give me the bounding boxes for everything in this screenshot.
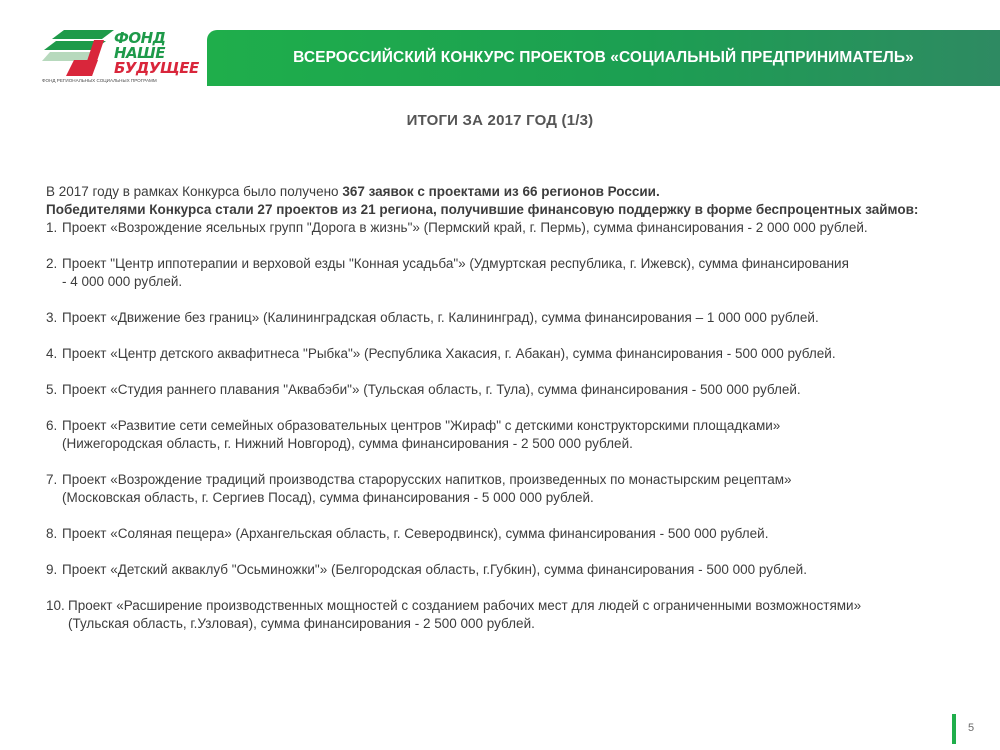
project-text-line: Проект «Центр детского аквафитнеса "Рыбка"» (Республика Хакасия, г. Абакан), сумма финансирования - 500 000 рублей. bbox=[62, 346, 836, 361]
project-number: 3. bbox=[46, 310, 58, 325]
project-text bbox=[62, 561, 946, 579]
project-number: 1. bbox=[46, 220, 58, 235]
project-text bbox=[62, 525, 946, 543]
project-number: 9. bbox=[46, 562, 58, 577]
projects-list bbox=[46, 219, 946, 633]
project-text-line: (Нижегородская область, г. Нижний Новгород), сумма финансирования - 2 500 000 рублей. bbox=[62, 436, 633, 451]
project-text bbox=[62, 417, 946, 453]
project-text-line: Проект «Возрождение ясельных групп "Дорога в жизнь"» (Пермский край, г. Пермь), сумма финансирования - 2 000 000 рублей. bbox=[62, 220, 868, 235]
project-number: 6. bbox=[46, 418, 58, 433]
project-text-line: Проект «Расширение производственных мощностей с созданием рабочих мест для людей с ограниченными возможностями» bbox=[68, 598, 862, 613]
project-item bbox=[46, 255, 946, 291]
project-text-line: Проект "Центр иппотерапии и верховой езды "Конная усадьба"» (Удмуртская республика, г. Ижевск), сумма финансирования bbox=[62, 256, 849, 271]
intro-prefix: В 2017 году в рамках Конкурса было получено bbox=[46, 184, 343, 199]
project-text-line: Проект «Детский акваклуб "Осьминожки"» (Белгородская область, г.Губкин), сумма финансирования - 500 000 рублей. bbox=[62, 562, 807, 577]
project-item bbox=[46, 309, 946, 327]
project-number: 8. bbox=[46, 526, 58, 541]
intro-line-2: Победителями Конкурса стали 27 проектов из 21 региона, получившие финансовую поддержку в форме беспроцентных займов: bbox=[46, 202, 919, 217]
project-item bbox=[46, 471, 946, 507]
intro-line-1 bbox=[46, 183, 946, 201]
project-text-line: Проект «Студия раннего плавания "Аквабэби"» (Тульская область, г. Тула), сумма финансирования - 500 000 рублей. bbox=[62, 382, 801, 397]
project-item bbox=[46, 597, 946, 633]
project-text-line: Проект «Развитие сети семейных образовательных центров "Жираф" с детскими конструкторскими площадками» bbox=[62, 418, 781, 433]
project-number: 4. bbox=[46, 346, 58, 361]
project-text-line: Проект «Возрождение традиций производства старорусских напитков, произведенных по монастырским рецептам» bbox=[62, 472, 792, 487]
project-number: 7. bbox=[46, 472, 58, 487]
project-item bbox=[46, 561, 946, 579]
logo-subtitle: ФОНД РЕГИОНАЛЬНЫХ СОЦИАЛЬНЫХ ПРОГРАММ bbox=[42, 78, 157, 83]
banner-title: ВСЕРОССИЙСКИЙ КОНКУРС ПРОЕКТОВ «СОЦИАЛЬНЫЙ ПРЕДПРИНИМАТЕЛЬ» bbox=[293, 49, 914, 66]
project-item bbox=[46, 381, 946, 399]
logo-word-3: БУДУЩЕЕ bbox=[114, 59, 199, 77]
project-text bbox=[62, 309, 946, 327]
logo-word-2: НАШЕ bbox=[114, 44, 165, 62]
project-number: 2. bbox=[46, 256, 58, 271]
logo-stripes-icon bbox=[42, 30, 114, 76]
project-text bbox=[62, 345, 946, 363]
project-item bbox=[46, 417, 946, 453]
project-number: 5. bbox=[46, 382, 58, 397]
project-text bbox=[62, 255, 946, 291]
slide-content bbox=[46, 183, 946, 651]
project-text-line: (Тульская область, г.Узловая), сумма финансирования - 2 500 000 рублей. bbox=[68, 616, 535, 631]
header-banner bbox=[207, 30, 1000, 86]
project-text bbox=[62, 471, 946, 507]
project-item bbox=[46, 525, 946, 543]
fund-logo bbox=[42, 29, 199, 86]
intro-bold: 367 заявок с проектами из 66 регионов России. bbox=[342, 184, 660, 199]
project-item bbox=[46, 219, 946, 237]
project-text-line: Проект «Движение без границ» (Калининградская область, г. Калининград), сумма финансирования – 1 000 000 рублей. bbox=[62, 310, 819, 325]
project-item bbox=[46, 345, 946, 363]
slide-subtitle: ИТОГИ ЗА 2017 ГОД (1/3) bbox=[406, 112, 594, 129]
footer-accent-bar bbox=[952, 714, 956, 744]
project-text bbox=[62, 219, 946, 237]
logo-word-1: ФОНД bbox=[114, 29, 166, 47]
project-text bbox=[62, 381, 946, 399]
page-number: 5 bbox=[968, 722, 975, 734]
project-number: 10. bbox=[46, 598, 65, 613]
project-text-line: - 4 000 000 рублей. bbox=[62, 274, 183, 289]
project-text-line: (Московская область, г. Сергиев Посад), сумма финансирования - 5 000 000 рублей. bbox=[62, 490, 594, 505]
project-text-line: Проект «Соляная пещера» (Архангельская область, г. Северодвинск), сумма финансирования - 500 000 рублей. bbox=[62, 526, 769, 541]
project-text bbox=[68, 597, 946, 633]
